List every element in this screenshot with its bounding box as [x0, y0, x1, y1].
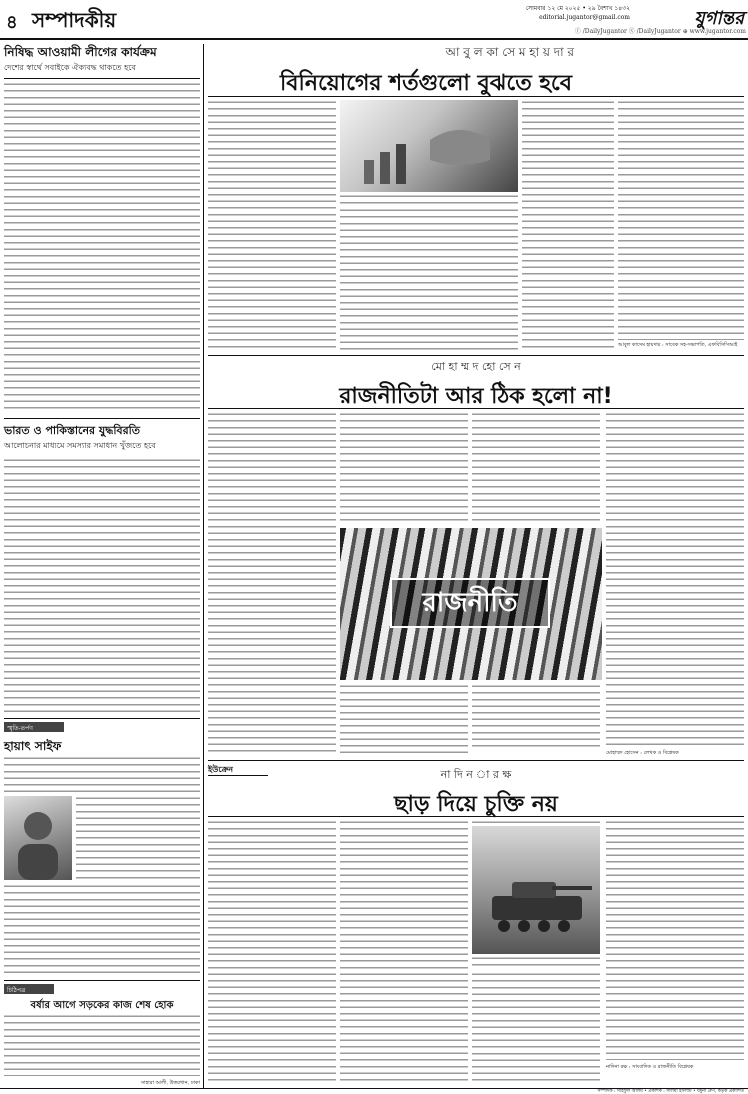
handshake-coins-icon: [340, 100, 518, 192]
article-2-byline: মোহাম্মদ হোসেন : লেখক ও বিশ্লেষক: [606, 750, 679, 756]
article-3-author: না দি ন া র ক্ষ: [440, 768, 512, 781]
article-3-col-1: [208, 820, 336, 1084]
article-2-image: [340, 528, 602, 680]
article-2-image-text: রাজনীতি: [390, 578, 550, 628]
article-2-col-1: [208, 412, 336, 756]
obituary-body-top: [4, 756, 200, 792]
newspaper-logo: যুগান্তর: [694, 8, 744, 29]
article-2-headline: রাজনীতিটা আর ঠিক হলো না!: [339, 384, 613, 409]
article-2-col-3: [472, 412, 600, 524]
person-silhouette-icon: [4, 796, 72, 880]
article-3-col-4: [606, 820, 744, 1060]
article-1-col-2-bottom: [340, 208, 518, 350]
letters-body: [4, 1014, 200, 1076]
article-3-section-text: ইউক্রেন: [208, 764, 234, 774]
article-1-header: [208, 44, 744, 103]
article-1-headline: বিনিয়োগের শর্তগুলো বুঝতে হবে: [279, 71, 572, 96]
article-1-col-3: [522, 100, 614, 350]
page-number: ৪: [6, 12, 18, 33]
letters-title: বর্ষার আগে সড়কের কাজ শেষ হোক: [30, 1000, 174, 1011]
article-2-author: মো হা ম্ম দ হো সে ন: [431, 360, 521, 373]
obituary-body-bottom: [4, 884, 200, 976]
article-2-col-2: [340, 412, 468, 524]
article-2-col-4: [606, 412, 744, 748]
article-3-byline: নাদিনা রক্ষ : সাংবাদিক ও রাজনীতি বিশ্লেষক: [606, 1064, 694, 1070]
article-3-col-3-bottom: [472, 972, 600, 1084]
social-links[interactable]: ⓕ /DailyJugantor Ⓧ /DailyJugantor ⊕ www.jugantor.com: [574, 28, 746, 35]
date-line: [470, 4, 630, 22]
article-3-col-2: [340, 820, 468, 1084]
obituary-photo: [4, 796, 72, 880]
editorial-1-title: নিষিদ্ধ আওয়ামী লীগের কার্যক্রম: [4, 45, 157, 59]
editorial-2-body: [4, 458, 200, 714]
editorial-1-body: [4, 82, 200, 412]
article-2-col-2-bottom: [340, 684, 468, 756]
letters-tag: [4, 984, 54, 994]
editorial-1-subtitle: দেশের স্বার্থে সবাইকে ঐক্যবদ্ধ থাকতে হবে: [4, 63, 136, 72]
date-text: সোমবার ১২ মে ২০২৫ • ২৯ বৈশাখ ১৪৩২: [525, 5, 630, 12]
article-3-headline: ছাড় দিয়ে চুক্তি নয়: [394, 792, 558, 817]
letters-tag-text: চিঠিপত্র: [7, 987, 26, 994]
obituary-tag-text: স্মৃতি-তর্পণ: [7, 725, 33, 732]
editorial-2-subtitle: আলোচনার মাধ্যমে সমস্যার সমাধান খুঁজতে হবে: [4, 441, 156, 450]
letters-signature: সাহারা আলী, উত্তরখান, ঢাকা: [140, 1080, 200, 1086]
page-header: [0, 0, 748, 40]
article-1-photo-caption: [340, 194, 518, 206]
obituary-body-side: [76, 796, 200, 880]
obituary-tag: [4, 722, 64, 732]
article-3-photo-caption: [472, 956, 600, 968]
email-link[interactable]: editorial.jugantor@gmail.com: [539, 14, 630, 21]
article-1-byline: আবুল কাসেম হায়দার : সাবেক সহ-সভাপতি, এফবিসিসিআই: [618, 342, 738, 348]
article-1-photo: [340, 100, 518, 192]
obituary-name: হায়াৎ সাইফ: [4, 739, 62, 753]
article-1-col-4: [618, 100, 744, 340]
article-3-col-3-top: [472, 820, 600, 824]
footer-imprint: সম্পাদক : সাইফুল আলম • প্রকাশক : সালমা ইসলাম • যমুনা গ্রুপ, কর্তৃক প্রকাশিত: [597, 1089, 744, 1094]
tank-war-icon: [472, 826, 600, 954]
editorial-2: [4, 424, 200, 453]
article-3-photo: [472, 826, 600, 954]
page-title: সম্পাদকীয়: [32, 8, 117, 32]
article-2-col-3-bottom: [472, 684, 600, 750]
article-1-author: আ বু ল কা সে ম হা য় দা র: [445, 45, 574, 59]
article-1-col-1: [208, 100, 336, 350]
editorial-1: [4, 44, 200, 75]
editorial-2-title: ভারত ও পাকিস্তানের যুদ্ধবিরতি: [4, 424, 141, 437]
